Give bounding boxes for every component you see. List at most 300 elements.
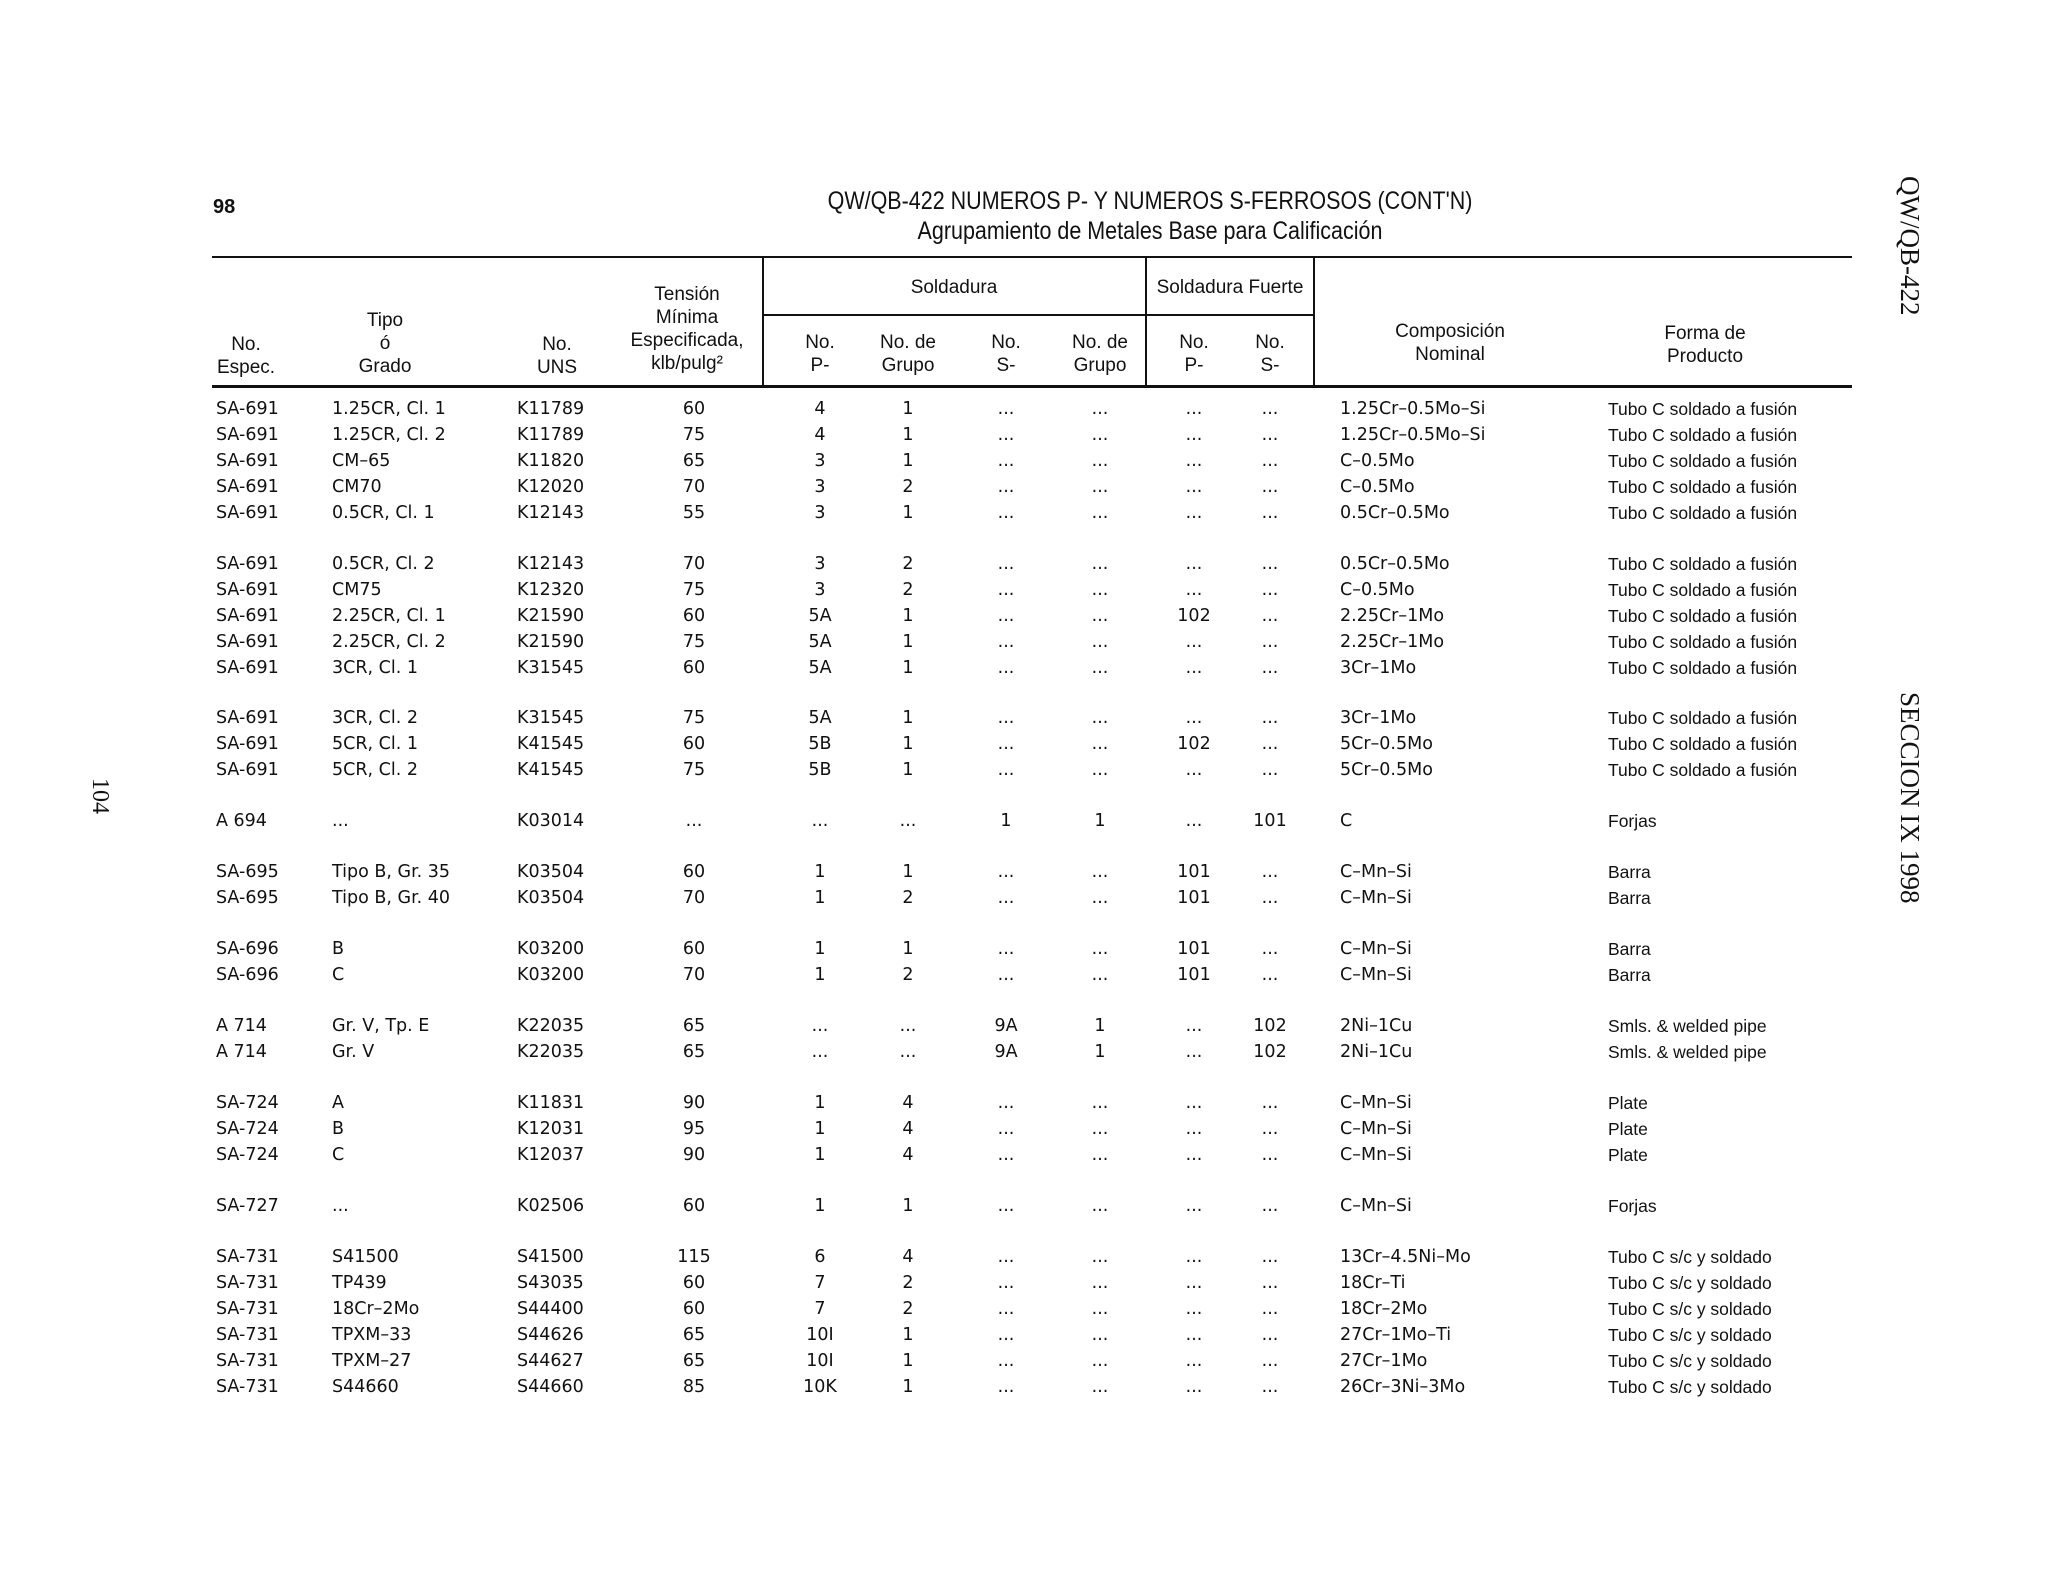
- table-top-rule: [212, 256, 1852, 258]
- cell-comp: 5Cr–0.5Mo: [1340, 734, 1433, 754]
- cell-p: 1: [814, 1093, 826, 1113]
- cell-comp: 27Cr–1Mo–Ti: [1340, 1325, 1452, 1345]
- cell-grade: TP439: [332, 1273, 387, 1293]
- cell-tension: 75: [682, 760, 706, 780]
- cell-form: Barra: [1608, 939, 1651, 959]
- cell-s: ...: [997, 708, 1015, 728]
- cell-tension: 65: [682, 1351, 706, 1371]
- cell-pg: 1: [902, 658, 914, 678]
- cell-comp: 27Cr–1Mo: [1340, 1351, 1428, 1371]
- cell-p: 10I: [806, 1351, 834, 1371]
- cell-p: 5A: [808, 632, 832, 652]
- cell-sg: ...: [1091, 760, 1109, 780]
- table-row: [0, 731, 1900, 757]
- cell-p: 10I: [806, 1325, 834, 1345]
- cell-tension: 75: [682, 425, 706, 445]
- header-brazing-s: No. S-: [1255, 332, 1285, 376]
- cell-spec: A 714: [216, 1042, 267, 1062]
- table-row: [0, 1322, 1900, 1348]
- cell-p: 1: [814, 888, 826, 908]
- table-row: [0, 474, 1900, 500]
- cell-bp: ...: [1185, 760, 1203, 780]
- cell-spec: SA-731: [216, 1273, 279, 1293]
- header-uns: No. UNS: [536, 334, 578, 378]
- cell-sg: ...: [1091, 888, 1109, 908]
- table-row: [0, 885, 1900, 911]
- cell-pg: 4: [902, 1247, 914, 1267]
- cell-form: Tubo C s/c y soldado: [1608, 1273, 1772, 1293]
- cell-p: 7: [814, 1299, 826, 1319]
- table-row: [0, 859, 1900, 885]
- cell-bs: ...: [1261, 760, 1279, 780]
- cell-pg: 1: [902, 862, 914, 882]
- cell-bp: ...: [1185, 1196, 1203, 1216]
- cell-s: 1: [1000, 811, 1012, 831]
- cell-s: ...: [997, 606, 1015, 626]
- cell-s: ...: [997, 1351, 1015, 1371]
- cell-sg: ...: [1091, 1145, 1109, 1165]
- cell-tension: 60: [682, 734, 706, 754]
- cell-pg: 2: [902, 888, 914, 908]
- cell-pg: 1: [902, 708, 914, 728]
- cell-grade: 3CR, Cl. 1: [332, 658, 418, 678]
- cell-grade: ...: [332, 1196, 349, 1216]
- table-row: [0, 1013, 1900, 1039]
- header-composition: Composición Nominal: [1395, 321, 1505, 365]
- table-row: [0, 396, 1900, 422]
- cell-bs: ...: [1261, 1351, 1279, 1371]
- cell-tension: 60: [682, 1273, 706, 1293]
- cell-spec: SA-691: [216, 632, 279, 652]
- cell-form: Plate: [1608, 1119, 1648, 1139]
- cell-sg: ...: [1091, 1247, 1109, 1267]
- cell-spec: SA-691: [216, 425, 279, 445]
- header-s-number: No. S-: [991, 332, 1021, 376]
- cell-bp: ...: [1185, 477, 1203, 497]
- cell-comp: C–Mn–Si: [1340, 939, 1412, 959]
- cell-bs: ...: [1261, 1299, 1279, 1319]
- cell-tension: 60: [682, 658, 706, 678]
- cell-bp: ...: [1185, 658, 1203, 678]
- cell-spec: SA-691: [216, 708, 279, 728]
- cell-form: Tubo C s/c y soldado: [1608, 1299, 1772, 1319]
- cell-spec: SA-696: [216, 939, 279, 959]
- table-row: [0, 705, 1900, 731]
- cell-form: Tubo C s/c y soldado: [1608, 1351, 1772, 1371]
- cell-uns: K11831: [517, 1093, 585, 1113]
- cell-form: Tubo C s/c y soldado: [1608, 1247, 1772, 1267]
- cell-bs: ...: [1261, 965, 1279, 985]
- cell-comp: 18Cr–2Mo: [1340, 1299, 1428, 1319]
- cell-form: Barra: [1608, 888, 1651, 908]
- cell-comp: 2Ni–1Cu: [1340, 1042, 1413, 1062]
- cell-comp: C: [1340, 811, 1353, 831]
- cell-grade: B: [332, 1119, 345, 1139]
- header-welding: Soldadura: [910, 277, 998, 298]
- cell-s: 9A: [994, 1042, 1018, 1062]
- cell-sg: ...: [1091, 425, 1109, 445]
- cell-s: ...: [997, 888, 1015, 908]
- cell-uns: K11789: [517, 399, 585, 419]
- cell-bp: 101: [1177, 965, 1211, 985]
- cell-bs: ...: [1261, 503, 1279, 523]
- cell-s: ...: [997, 503, 1015, 523]
- table-row: [0, 655, 1900, 681]
- cell-tension: 65: [682, 451, 706, 471]
- cell-sg: ...: [1091, 451, 1109, 471]
- cell-pg: 2: [902, 477, 914, 497]
- cell-sg: ...: [1091, 1377, 1109, 1397]
- cell-bp: ...: [1185, 1042, 1203, 1062]
- cell-grade: 0.5CR, Cl. 1: [332, 503, 435, 523]
- cell-uns: K22035: [517, 1042, 585, 1062]
- cell-comp: 2.25Cr–1Mo: [1340, 632, 1445, 652]
- cell-bs: ...: [1261, 632, 1279, 652]
- cell-comp: 26Cr–3Ni–3Mo: [1340, 1377, 1466, 1397]
- cell-p: 3: [814, 503, 826, 523]
- cell-s: ...: [997, 1145, 1015, 1165]
- cell-form: Tubo C s/c y soldado: [1608, 1377, 1772, 1397]
- table-row: [0, 1116, 1900, 1142]
- cell-uns: K12020: [517, 477, 585, 497]
- cell-pg: 1: [902, 760, 914, 780]
- cell-grade: CM–65: [332, 451, 391, 471]
- cell-pg: 1: [902, 1351, 914, 1371]
- cell-p: 1: [814, 862, 826, 882]
- header-brazing-p: No. P-: [1179, 332, 1209, 376]
- cell-form: Forjas: [1608, 1196, 1657, 1216]
- cell-uns: K12031: [517, 1119, 585, 1139]
- cell-bs: ...: [1261, 888, 1279, 908]
- cell-p: 1: [814, 1119, 826, 1139]
- cell-bp: ...: [1185, 1145, 1203, 1165]
- cell-grade: 18Cr–2Mo: [332, 1299, 420, 1319]
- cell-bs: ...: [1261, 580, 1279, 600]
- table-row: [0, 577, 1900, 603]
- cell-bp: ...: [1185, 580, 1203, 600]
- cell-bs: ...: [1261, 1119, 1279, 1139]
- cell-bs: 102: [1253, 1016, 1287, 1036]
- header-s-group: No. de Grupo: [1072, 332, 1128, 376]
- cell-s: ...: [997, 760, 1015, 780]
- cell-form: Tubo C soldado a fusión: [1608, 451, 1798, 471]
- cell-bs: ...: [1261, 554, 1279, 574]
- cell-s: ...: [997, 632, 1015, 652]
- cell-uns: S44400: [517, 1299, 584, 1319]
- cell-comp: C–Mn–Si: [1340, 862, 1412, 882]
- cell-s: ...: [997, 939, 1015, 959]
- header-p-number: No. P-: [805, 332, 835, 376]
- cell-tension: 75: [682, 632, 706, 652]
- cell-pg: 1: [902, 1196, 914, 1216]
- cell-grade: 2.25CR, Cl. 1: [332, 606, 446, 626]
- cell-bp: ...: [1185, 1093, 1203, 1113]
- cell-s: ...: [997, 425, 1015, 445]
- table-row: [0, 422, 1900, 448]
- cell-sg: ...: [1091, 965, 1109, 985]
- cell-bp: ...: [1185, 425, 1203, 445]
- cell-pg: 1: [902, 606, 914, 626]
- cell-pg: 1: [902, 734, 914, 754]
- header-product-form: Forma de Producto: [1664, 323, 1746, 367]
- cell-s: ...: [997, 451, 1015, 471]
- cell-tension: 60: [682, 399, 706, 419]
- cell-pg: 2: [902, 965, 914, 985]
- cell-pg: 2: [902, 554, 914, 574]
- table-row: [0, 808, 1900, 834]
- cell-uns: K03200: [517, 965, 585, 985]
- cell-s: ...: [997, 1273, 1015, 1293]
- cell-s: ...: [997, 734, 1015, 754]
- cell-grade: 1.25CR, Cl. 1: [332, 399, 446, 419]
- cell-sg: 1: [1094, 1042, 1106, 1062]
- cell-grade: A: [332, 1093, 344, 1113]
- cell-bs: ...: [1261, 862, 1279, 882]
- cell-bp: ...: [1185, 1247, 1203, 1267]
- cell-uns: S44627: [517, 1351, 584, 1371]
- cell-form: Tubo C soldado a fusión: [1608, 734, 1798, 754]
- cell-sg: ...: [1091, 939, 1109, 959]
- cell-bs: ...: [1261, 399, 1279, 419]
- cell-tension: 115: [677, 1247, 711, 1267]
- cell-tension: 60: [682, 862, 706, 882]
- cell-tension: 70: [682, 554, 706, 574]
- cell-pg: 4: [902, 1145, 914, 1165]
- cell-sg: ...: [1091, 503, 1109, 523]
- cell-p: 5B: [808, 760, 832, 780]
- cell-p: 1: [814, 1196, 826, 1216]
- cell-form: Tubo C soldado a fusión: [1608, 477, 1798, 497]
- cell-p: ...: [811, 1016, 829, 1036]
- cell-form: Tubo C soldado a fusión: [1608, 632, 1798, 652]
- table-row: [0, 1270, 1900, 1296]
- cell-comp: C–Mn–Si: [1340, 1196, 1412, 1216]
- cell-form: Tubo C soldado a fusión: [1608, 399, 1798, 419]
- cell-tension: 65: [682, 1325, 706, 1345]
- cell-spec: SA-724: [216, 1119, 279, 1139]
- cell-form: Tubo C soldado a fusión: [1608, 425, 1798, 445]
- cell-tension: 70: [682, 965, 706, 985]
- cell-uns: K11820: [517, 451, 585, 471]
- cell-form: Forjas: [1608, 811, 1657, 831]
- cell-pg: 2: [902, 1299, 914, 1319]
- cell-grade: CM70: [332, 477, 382, 497]
- cell-form: Smls. & welded pipe: [1608, 1042, 1767, 1062]
- cell-p: 3: [814, 580, 826, 600]
- header-divider-3: [1313, 258, 1315, 386]
- cell-s: ...: [997, 1119, 1015, 1139]
- cell-pg: ...: [899, 1042, 917, 1062]
- side-page-number: 104: [87, 778, 113, 814]
- cell-sg: 1: [1094, 1016, 1106, 1036]
- cell-uns: K03014: [517, 811, 585, 831]
- cell-p: 10K: [803, 1377, 837, 1397]
- cell-bs: ...: [1261, 1093, 1279, 1113]
- cell-sg: ...: [1091, 1351, 1109, 1371]
- cell-tension: 85: [682, 1377, 706, 1397]
- cell-comp: 5Cr–0.5Mo: [1340, 760, 1433, 780]
- cell-sg: ...: [1091, 606, 1109, 626]
- table-row: [0, 1244, 1900, 1270]
- cell-spec: SA-696: [216, 965, 279, 985]
- cell-pg: 1: [902, 1325, 914, 1345]
- cell-p: 4: [814, 425, 826, 445]
- welding-group-rule: [762, 314, 1314, 316]
- cell-sg: ...: [1091, 580, 1109, 600]
- cell-form: Tubo C soldado a fusión: [1608, 708, 1798, 728]
- cell-tension: 70: [682, 477, 706, 497]
- cell-p: 1: [814, 939, 826, 959]
- cell-grade: TPXM–33: [332, 1325, 412, 1345]
- cell-p: 1: [814, 1145, 826, 1165]
- cell-spec: SA-691: [216, 760, 279, 780]
- cell-s: ...: [997, 554, 1015, 574]
- cell-s: ...: [997, 862, 1015, 882]
- cell-bs: ...: [1261, 606, 1279, 626]
- cell-spec: SA-731: [216, 1247, 279, 1267]
- cell-form: Barra: [1608, 862, 1651, 882]
- cell-tension: 75: [682, 708, 706, 728]
- cell-pg: 4: [902, 1119, 914, 1139]
- cell-grade: ...: [332, 811, 349, 831]
- cell-spec: SA-724: [216, 1145, 279, 1165]
- cell-sg: ...: [1091, 1325, 1109, 1345]
- table-row: [0, 603, 1900, 629]
- cell-p: 3: [814, 451, 826, 471]
- cell-form: Tubo C soldado a fusión: [1608, 658, 1798, 678]
- cell-sg: ...: [1091, 477, 1109, 497]
- cell-pg: 1: [902, 632, 914, 652]
- cell-comp: C–0.5Mo: [1340, 580, 1415, 600]
- cell-grade: CM75: [332, 580, 382, 600]
- cell-sg: ...: [1091, 554, 1109, 574]
- table-row: [0, 936, 1900, 962]
- cell-spec: SA-731: [216, 1299, 279, 1319]
- cell-uns: K41545: [517, 760, 585, 780]
- cell-form: Tubo C s/c y soldado: [1608, 1325, 1772, 1345]
- cell-grade: C: [332, 965, 345, 985]
- cell-bp: ...: [1185, 632, 1203, 652]
- cell-p: 7: [814, 1273, 826, 1293]
- cell-uns: K41545: [517, 734, 585, 754]
- cell-grade: 2.25CR, Cl. 2: [332, 632, 446, 652]
- cell-uns: K21590: [517, 606, 585, 626]
- cell-grade: 0.5CR, Cl. 2: [332, 554, 435, 574]
- cell-p: 6: [814, 1247, 826, 1267]
- page-number: 98: [213, 196, 236, 218]
- cell-pg: 1: [902, 1377, 914, 1397]
- cell-s: ...: [997, 477, 1015, 497]
- cell-s: ...: [997, 399, 1015, 419]
- cell-uns: K03504: [517, 888, 585, 908]
- cell-tension: ...: [685, 811, 703, 831]
- cell-sg: ...: [1091, 1196, 1109, 1216]
- cell-sg: ...: [1091, 734, 1109, 754]
- cell-p: ...: [811, 811, 829, 831]
- cell-comp: 2Ni–1Cu: [1340, 1016, 1413, 1036]
- table-row: [0, 1193, 1900, 1219]
- cell-uns: K03504: [517, 862, 585, 882]
- cell-bp: ...: [1185, 708, 1203, 728]
- cell-sg: ...: [1091, 1119, 1109, 1139]
- cell-uns: K12143: [517, 554, 585, 574]
- cell-form: Tubo C soldado a fusión: [1608, 760, 1798, 780]
- table-row: [0, 1348, 1900, 1374]
- cell-bs: ...: [1261, 939, 1279, 959]
- header-brazing: Soldadura Fuerte: [1156, 277, 1304, 298]
- cell-form: Tubo C soldado a fusión: [1608, 503, 1798, 523]
- cell-s: ...: [997, 1093, 1015, 1113]
- side-label-top: QW/QB-422: [1895, 176, 1925, 316]
- cell-uns: K12320: [517, 580, 585, 600]
- table-row: [0, 1039, 1900, 1065]
- cell-uns: K31545: [517, 708, 585, 728]
- cell-bp: 102: [1177, 734, 1211, 754]
- cell-spec: SA-691: [216, 399, 279, 419]
- cell-bp: ...: [1185, 1325, 1203, 1345]
- cell-sg: ...: [1091, 708, 1109, 728]
- cell-bs: ...: [1261, 1273, 1279, 1293]
- cell-form: Tubo C soldado a fusión: [1608, 554, 1798, 574]
- cell-p: 5A: [808, 658, 832, 678]
- cell-tension: 55: [682, 503, 706, 523]
- table-header-rule: [212, 385, 1852, 388]
- cell-tension: 65: [682, 1016, 706, 1036]
- cell-grade: Tipo B, Gr. 40: [332, 888, 451, 908]
- cell-bs: ...: [1261, 658, 1279, 678]
- cell-grade: 5CR, Cl. 1: [332, 734, 418, 754]
- header-tension: Tensión Mínima Especificada, klb/pulg²: [630, 284, 744, 374]
- cell-tension: 65: [682, 1042, 706, 1062]
- cell-pg: 1: [902, 451, 914, 471]
- cell-form: Plate: [1608, 1093, 1648, 1113]
- cell-bp: ...: [1185, 811, 1203, 831]
- cell-uns: K11789: [517, 425, 585, 445]
- cell-spec: SA-731: [216, 1351, 279, 1371]
- cell-comp: 0.5Cr–0.5Mo: [1340, 554, 1450, 574]
- cell-p: 3: [814, 554, 826, 574]
- table-row: [0, 962, 1900, 988]
- cell-grade: Gr. V: [332, 1042, 375, 1062]
- cell-uns: S44626: [517, 1325, 584, 1345]
- cell-bs: ...: [1261, 1247, 1279, 1267]
- cell-spec: SA-695: [216, 862, 279, 882]
- cell-bp: ...: [1185, 1119, 1203, 1139]
- cell-uns: K02506: [517, 1196, 585, 1216]
- cell-bs: ...: [1261, 451, 1279, 471]
- cell-grade: 5CR, Cl. 2: [332, 760, 418, 780]
- cell-spec: SA-727: [216, 1196, 279, 1216]
- cell-uns: K31545: [517, 658, 585, 678]
- cell-bp: ...: [1185, 1273, 1203, 1293]
- cell-uns: K21590: [517, 632, 585, 652]
- cell-uns: K22035: [517, 1016, 585, 1036]
- cell-comp: 3Cr–1Mo: [1340, 708, 1417, 728]
- cell-uns: S43035: [517, 1273, 584, 1293]
- cell-spec: A 714: [216, 1016, 267, 1036]
- cell-comp: C–Mn–Si: [1340, 1145, 1412, 1165]
- cell-bp: ...: [1185, 1016, 1203, 1036]
- cell-bs: ...: [1261, 1325, 1279, 1345]
- cell-grade: B: [332, 939, 345, 959]
- cell-form: Barra: [1608, 965, 1651, 985]
- cell-comp: 18Cr–Ti: [1340, 1273, 1406, 1293]
- cell-bs: ...: [1261, 477, 1279, 497]
- cell-tension: 70: [682, 888, 706, 908]
- cell-s: ...: [997, 1299, 1015, 1319]
- cell-form: Tubo C soldado a fusión: [1608, 580, 1798, 600]
- cell-bs: ...: [1261, 1196, 1279, 1216]
